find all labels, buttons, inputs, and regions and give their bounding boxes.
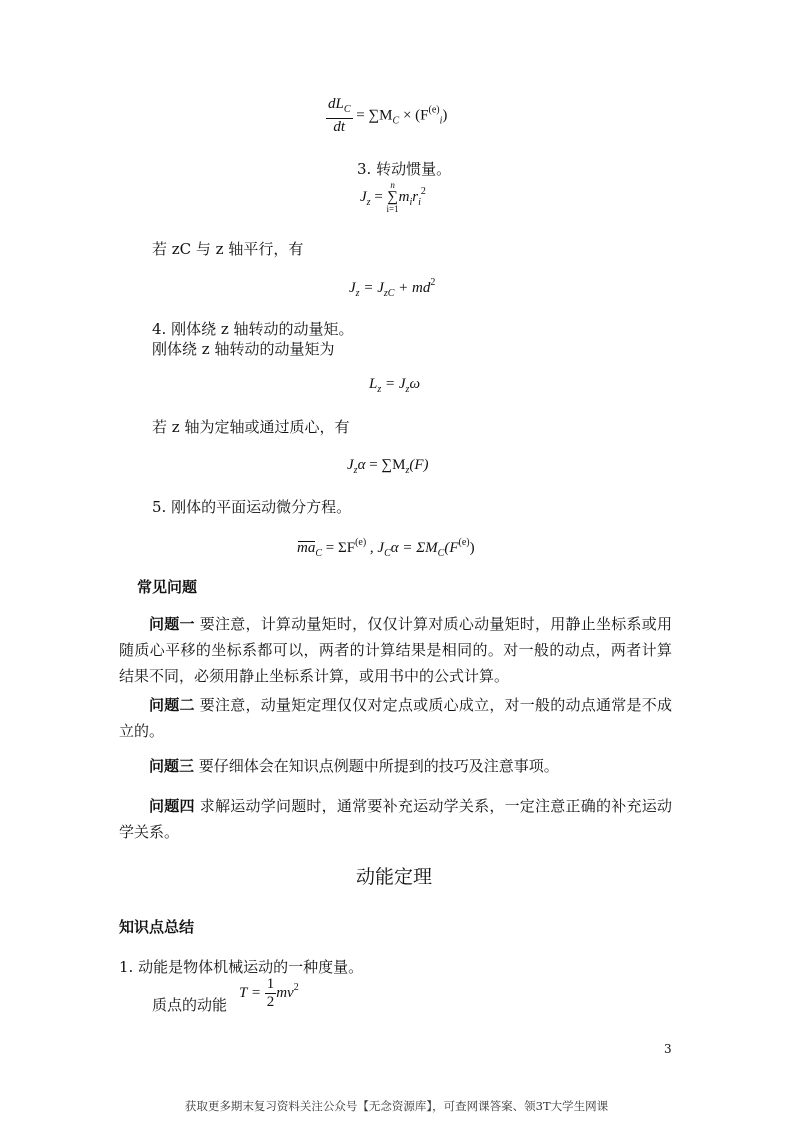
item-4-heading: 4. 刚体绕 z 轴转动的动量矩。 <box>152 320 354 338</box>
fixed-axis-intro: 若 z 轴为定轴或通过质心，有 <box>152 418 350 436</box>
moment-of-inertia-equation: $J_z$ = n ∑ i=1 $m_ir_i^2$ <box>360 180 426 214</box>
parallel-axis-intro: 若 zC 与 z 轴平行，有 <box>152 240 304 258</box>
faq-item-4: 问题四 求解运动学问题时，通常要补充运动学关系，一定注意正确的补充运动学关系。 <box>119 797 672 841</box>
summary-heading: 知识点总结 <box>119 918 195 936</box>
faq-item-2: 问题二 要注意，动量矩定理仅仅对定点或质心成立，对一般的动点通常是不成立的。 <box>119 696 672 740</box>
item-3-moment-of-inertia: 3. 转动惯量。 <box>357 160 452 178</box>
faq-item-3: 问题三 要仔细体会在知识点例题中所提到的技巧及注意事项。 <box>149 757 559 775</box>
section-title: 动能定理 <box>356 866 433 888</box>
rotation-equation: $J_z\alpha = \sum M_z(F)$ <box>347 457 429 476</box>
parallel-axis-equation: $J_z = J_{zC} + md^2$ <box>349 277 436 299</box>
kinetic-energy-equation: T = $\frac{1}{2}$ $mv^2$ <box>239 976 299 1010</box>
page-number: 3 <box>664 1042 672 1056</box>
angular-momentum-z-equation: $L_z = J_z\omega$ <box>369 376 421 395</box>
footer-promo: 获取更多期末复习资料关注公众号【无念资源库】，可查网课答案、领3T大学生网课 <box>184 1099 609 1113</box>
faq-heading: 常见问题 <box>137 578 198 596</box>
plane-motion-equations: $ma_C = \Sigma F^{(e)}$ , $J_C\alpha = \Sigma M_C(F^{(e)})$ <box>297 537 475 559</box>
faq-item-1: 问题一 要注意，计算动量矩时，仅仅计算对质心动量矩时，用静止坐标系或用随质心平移的坐标系都可以，两者的计算结果是相同的。对一般的动点，两者计算结果不同，必须用静止坐标系计算，或用书中的公式计算。 <box>119 615 672 685</box>
particle-kinetic-energy-label: 质点的动能 <box>152 996 228 1014</box>
item-5-heading: 5. 刚体的平面运动微分方程。 <box>152 498 352 516</box>
item-4-subtext: 刚体绕 z 轴转动的动量矩为 <box>152 340 335 358</box>
kinetic-energy-item-1: 1. 动能是物体机械运动的一种度量。 <box>119 958 364 976</box>
angular-momentum-equation: $\frac{dL_C}{dt}$ = $\sum M_C \times (F^{(e)}_i)$ <box>328 96 448 135</box>
